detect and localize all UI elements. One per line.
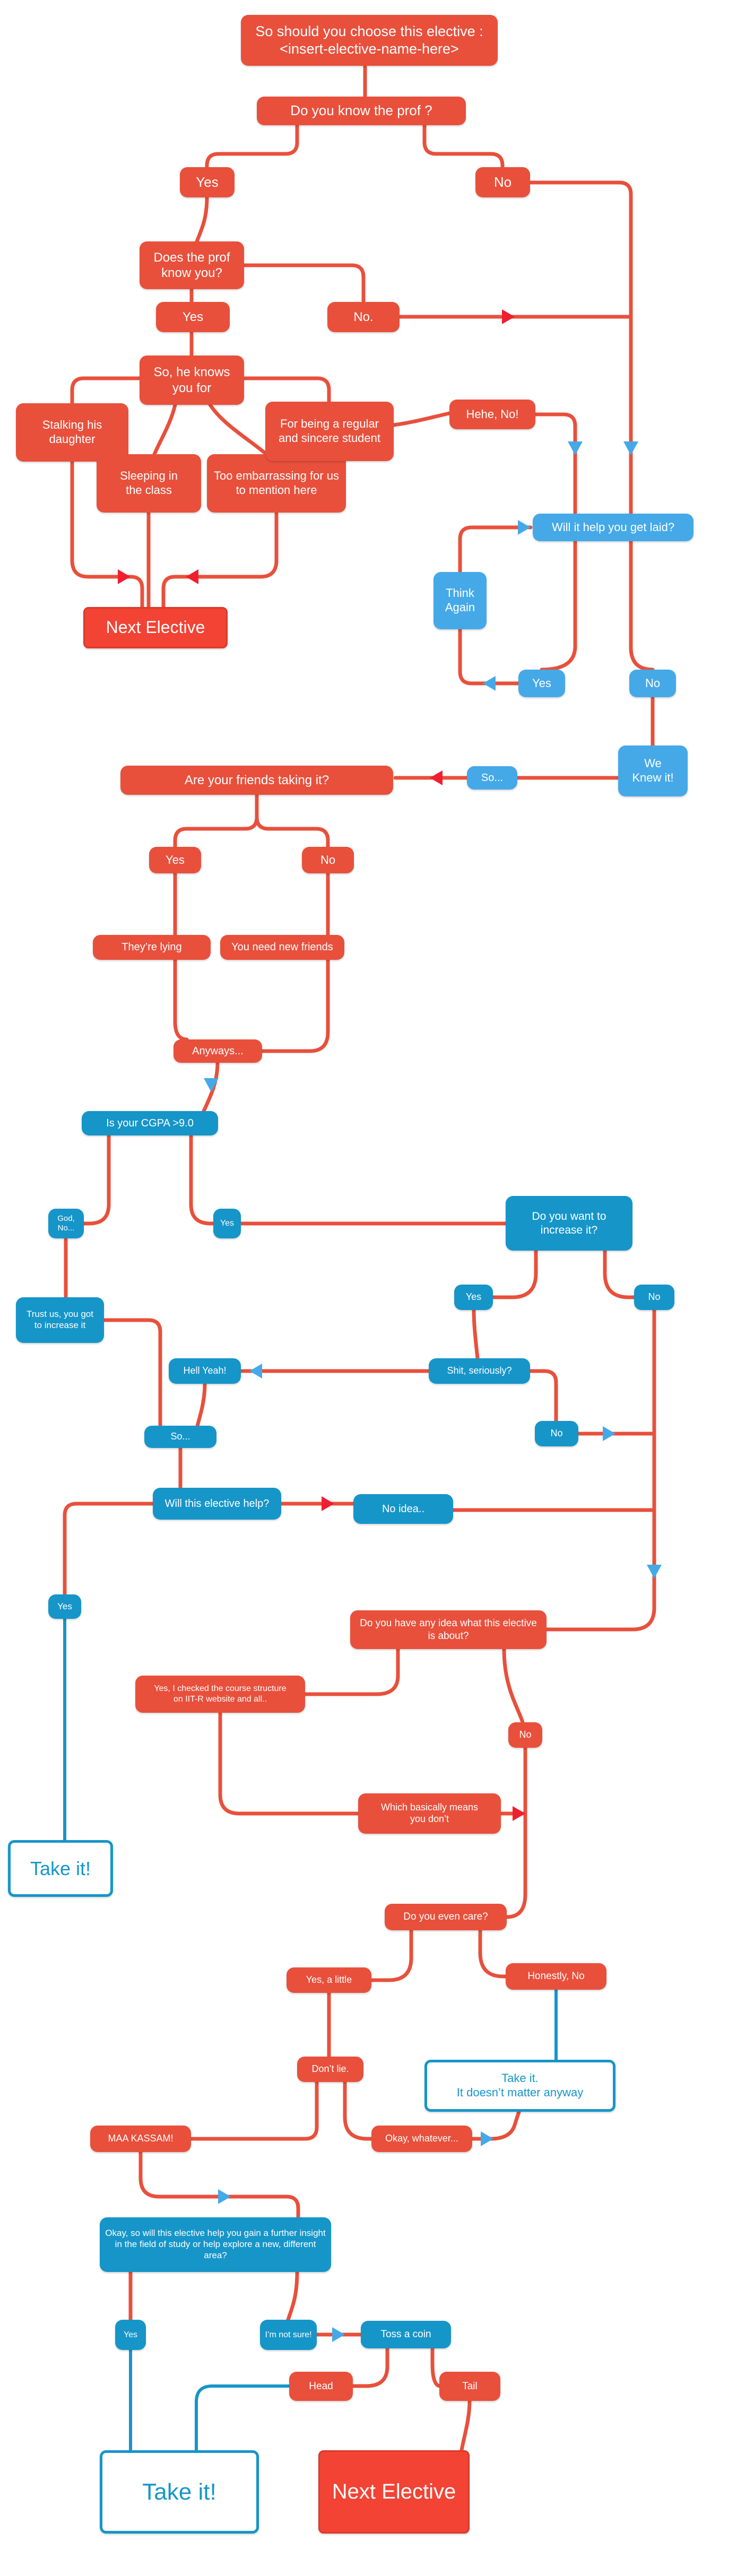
edge-no-right-rail	[530, 183, 653, 670]
node-title	[241, 15, 498, 66]
node-label: Okay, so will this elective help you gain a further insight	[105, 2228, 326, 2239]
node-label: Okay, whatever...	[385, 2133, 458, 2144]
node-maa-kassam	[90, 2126, 191, 2152]
node-label: Take it!	[30, 1857, 91, 1879]
node-yes-insight	[115, 2320, 146, 2350]
node-yes-increase	[454, 1285, 493, 1310]
edge-no-evencare	[507, 1748, 525, 1917]
node-label: So...	[170, 1431, 190, 1442]
node-label: God, No...	[57, 1213, 75, 1233]
node-q-cgpa	[82, 1111, 218, 1135]
edge-friends-no	[257, 795, 328, 847]
node-take-it-2	[424, 2060, 615, 2112]
node-no-idea-2	[508, 1722, 542, 1748]
edge-cgpa-godno	[84, 1135, 109, 1224]
node-theyre-lying	[93, 935, 211, 960]
node-label: Will it help you get laid?	[551, 520, 675, 534]
node-label: Yes, a little	[306, 1974, 352, 1985]
edge-trustus-so	[104, 1320, 160, 1426]
node-hehe-no	[449, 400, 535, 429]
node-q-prof-know-you	[140, 241, 244, 289]
edge-hellyeah-so	[197, 1384, 205, 1426]
arrow-blue-left-icon	[483, 676, 496, 691]
node-anyways	[174, 1039, 262, 1063]
node-label: Knew it!	[632, 771, 674, 784]
edge-knowsfor-embarrassing	[210, 405, 266, 454]
edge-evencare-honestly	[480, 1930, 506, 1976]
node-label: on IIT-R website and all..	[173, 1695, 267, 1704]
node-take-it-1	[8, 1840, 113, 1897]
node-no-increase	[634, 1285, 674, 1310]
node-label: Too embarrassing for us	[214, 469, 339, 483]
node-label: you don’t	[410, 1814, 449, 1824]
node-q-knows-you-for	[140, 355, 244, 405]
edge-increase-yes	[493, 1251, 536, 1297]
node-new-friends	[220, 935, 344, 960]
node-label: Do you even care?	[403, 1911, 488, 1923]
node-q-know-prof	[257, 97, 466, 125]
node-yes-help	[48, 1594, 81, 1619]
node-label: Is your CGPA >9.0	[106, 1117, 194, 1129]
node-label: So, he knows	[153, 365, 230, 380]
node-yes-prof-knows	[156, 302, 230, 332]
arrow-red-right-icon	[118, 569, 131, 584]
node-label: Which basically means	[380, 1802, 479, 1813]
node-honestly-no	[506, 1963, 606, 1990]
edge-dontlie-okay	[345, 2082, 371, 2139]
edge-yes-shit	[474, 1310, 478, 1358]
node-we-knew-it	[618, 745, 688, 796]
edge-yes-profknow	[197, 197, 207, 241]
edge-bigq-no	[504, 1649, 523, 1722]
edge-knowsfor-stalking	[72, 378, 140, 403]
edge-embarrassing-next	[163, 513, 276, 607]
node-label: know you?	[161, 266, 222, 280]
node-label: They’re lying	[122, 941, 182, 953]
node-label: Toss a coin	[380, 2329, 431, 2340]
arrow-blue-down-icon	[204, 1078, 219, 1092]
node-label: Honestly, No	[527, 1971, 585, 1982]
node-take-it-final	[100, 2450, 259, 2534]
node-label: in the field of study or help explore a new, different area?	[115, 2239, 316, 2260]
node-regular-student	[265, 402, 394, 461]
node-which-means	[358, 1793, 501, 1834]
node-label: Yes	[182, 309, 204, 324]
node-q-even-care	[385, 1904, 507, 1930]
node-label: Will this elective help?	[164, 1497, 270, 1510]
node-no-idea	[353, 1494, 453, 1524]
arrow-blue-right-icon	[218, 2189, 231, 2204]
node-yes-a-little	[287, 1967, 371, 1993]
arrow-blue-down-icon	[623, 441, 638, 455]
edge-maakassam-insight	[141, 2152, 298, 2217]
node-head	[289, 2372, 353, 2401]
node-no-friends	[302, 847, 354, 873]
node-checked-structure	[135, 1676, 305, 1713]
node-think-again	[433, 572, 487, 629]
node-label: I’m not sure!	[265, 2330, 312, 2339]
node-label: You need new friends	[231, 941, 333, 953]
node-label: you for	[172, 380, 212, 395]
arrow-red-right-icon	[513, 1806, 525, 1821]
edge-think-laid	[460, 527, 531, 572]
node-label: No	[493, 174, 512, 190]
edge-insight-notsure	[288, 2272, 297, 2320]
node-so-2	[144, 1426, 216, 1448]
node-label: the class	[126, 483, 172, 497]
node-yes-friends	[149, 847, 201, 873]
node-label: Are your friends taking it?	[184, 773, 330, 787]
node-yes-laid	[518, 670, 565, 697]
node-label: Yes	[220, 1219, 235, 1228]
node-label: No idea..	[381, 1503, 425, 1515]
node-label: Stalking his	[42, 418, 102, 432]
node-shit-seriously	[429, 1358, 530, 1384]
node-stalking	[16, 403, 128, 462]
node-label: Yes	[166, 853, 185, 866]
edge-friends-yes	[175, 795, 257, 847]
node-label: It doesn’t matter anyway	[456, 2086, 584, 2099]
node-label: Sleeping in	[120, 469, 178, 483]
arrow-blue-right-icon	[603, 1426, 615, 1441]
node-label: No	[320, 853, 336, 866]
node-q-friends	[120, 766, 393, 795]
arrow-blue-down-icon	[647, 1565, 662, 1578]
node-label: Shit, seriously?	[447, 1365, 512, 1376]
edge-cgpa-yes	[191, 1135, 213, 1224]
edge-increase-no	[605, 1251, 634, 1297]
node-no-prof-knows	[327, 302, 400, 332]
arrow-red-right-icon	[502, 309, 515, 324]
node-no-laid	[629, 670, 676, 697]
node-okay-whatever	[371, 2126, 472, 2152]
node-label: to increase it	[34, 1320, 86, 1330]
node-label: MAA KASSAM!	[108, 2133, 174, 2144]
node-so-1	[467, 766, 517, 790]
edge-no-rail-bigq	[547, 1310, 654, 1629]
node-label: to mention here	[236, 483, 317, 497]
edge-knowsfor-sleeping	[154, 405, 175, 454]
node-hell-yeah	[169, 1358, 241, 1384]
node-label: Yes	[532, 676, 551, 690]
node-label: Trust us, you got	[27, 1309, 93, 1320]
arrow-blue-right-icon	[481, 2131, 493, 2146]
node-q-insight	[100, 2217, 331, 2272]
node-label: increase it?	[540, 1224, 598, 1236]
edge-willhelp-yes	[65, 1504, 153, 1594]
node-label: Don’t lie.	[311, 2063, 349, 2075]
node-no-seriously	[535, 1421, 578, 1446]
node-q-elective-help	[153, 1488, 281, 1520]
arrow-red-right-icon	[322, 1496, 334, 1511]
node-label: Yes, I checked the course structure	[154, 1684, 287, 1694]
edge-checked-whichmeans	[220, 1713, 358, 1814]
edge-regular-hehe	[394, 413, 449, 425]
node-label: Head	[309, 2380, 333, 2392]
node-q-increase	[506, 1196, 632, 1251]
edge-toss-head	[353, 2348, 387, 2386]
node-label: For being a regular	[280, 417, 379, 431]
edge-dontlie-maakassam	[191, 2082, 317, 2139]
edge-okay-takeit2	[472, 2112, 519, 2139]
arrow-blue-right-icon	[332, 2327, 345, 2342]
node-label: and sincere student	[278, 431, 381, 445]
node-label: So...	[481, 771, 504, 784]
node-label: Yes	[123, 2330, 138, 2339]
node-q-any-idea	[350, 1610, 547, 1649]
node-label: Take it!	[142, 2478, 216, 2505]
node-label: Yes	[196, 174, 219, 190]
node-label: Yes	[465, 1291, 482, 1303]
node-god-no	[48, 1209, 84, 1238]
node-label: <insert-elective-name-here>	[280, 41, 459, 57]
node-not-sure	[260, 2320, 317, 2350]
edge-yes-think-loop	[460, 629, 518, 683]
edge-profknow-no	[244, 265, 363, 302]
node-trust-us	[16, 1297, 104, 1343]
node-label: Do you know the prof ?	[290, 102, 432, 119]
node-label: Next Elective	[332, 2480, 456, 2504]
node-label: No	[648, 1291, 661, 1303]
node-q-get-laid	[533, 514, 693, 541]
node-label: Does the prof	[153, 250, 230, 265]
edge-evencare-yeslittle	[371, 1930, 411, 1980]
node-label: Do you have any idea what this elective	[360, 1618, 537, 1629]
node-dont-lie	[297, 2057, 363, 2082]
node-label: Again	[445, 601, 475, 614]
node-tail	[439, 2372, 500, 2401]
arrow-blue-down-icon	[568, 441, 583, 455]
arrow-blue-right-icon	[518, 520, 531, 535]
edge-bigq-checked	[305, 1649, 398, 1694]
node-label: So should you choose this elective :	[255, 23, 483, 40]
node-yes-cgpa	[213, 1209, 241, 1238]
node-yes-know-prof	[180, 167, 235, 197]
node-label: No	[519, 1729, 532, 1740]
edge-tail-next	[462, 2401, 470, 2450]
arrow-red-left-icon	[186, 569, 198, 584]
node-next-elective-1	[83, 607, 228, 648]
blue-arrowheads	[204, 441, 662, 2342]
edge-knowprof-no	[424, 125, 502, 167]
node-label: No	[645, 676, 661, 690]
node-label: is about?	[428, 1630, 469, 1642]
node-label: Anyways...	[192, 1045, 244, 1057]
node-label: Tail	[462, 2380, 478, 2392]
node-label: Take it.	[501, 2071, 539, 2085]
edge-shit-no	[530, 1371, 556, 1421]
edge-knowprof-yes	[207, 125, 297, 167]
node-toss-a-coin	[361, 2321, 451, 2348]
red-arrowheads	[118, 309, 525, 1821]
node-label: Do you want to	[532, 1210, 606, 1222]
node-no-know-prof	[475, 167, 530, 197]
node-label: Think	[446, 586, 474, 600]
node-label: Hell Yeah!	[183, 1365, 227, 1376]
edge-no-anyways	[262, 873, 328, 1051]
arrow-red-left-icon	[430, 770, 443, 785]
node-label: Yes	[57, 1601, 72, 1611]
node-label: No	[550, 1428, 563, 1439]
edge-head-takeit-blue	[196, 2386, 289, 2450]
node-label: We	[644, 757, 662, 770]
arrow-blue-left-icon	[249, 1364, 262, 1378]
node-label: Next Elective	[106, 618, 205, 637]
node-embarrassing	[207, 454, 346, 513]
node-label: No.	[353, 309, 374, 324]
node-label: Hehe, No!	[466, 407, 519, 421]
node-label: daughter	[49, 432, 96, 446]
node-next-elective-final	[318, 2450, 470, 2534]
edge-hehe-rail	[535, 414, 575, 670]
edge-knowsfor-regular	[244, 378, 329, 402]
node-sleeping	[97, 454, 201, 513]
